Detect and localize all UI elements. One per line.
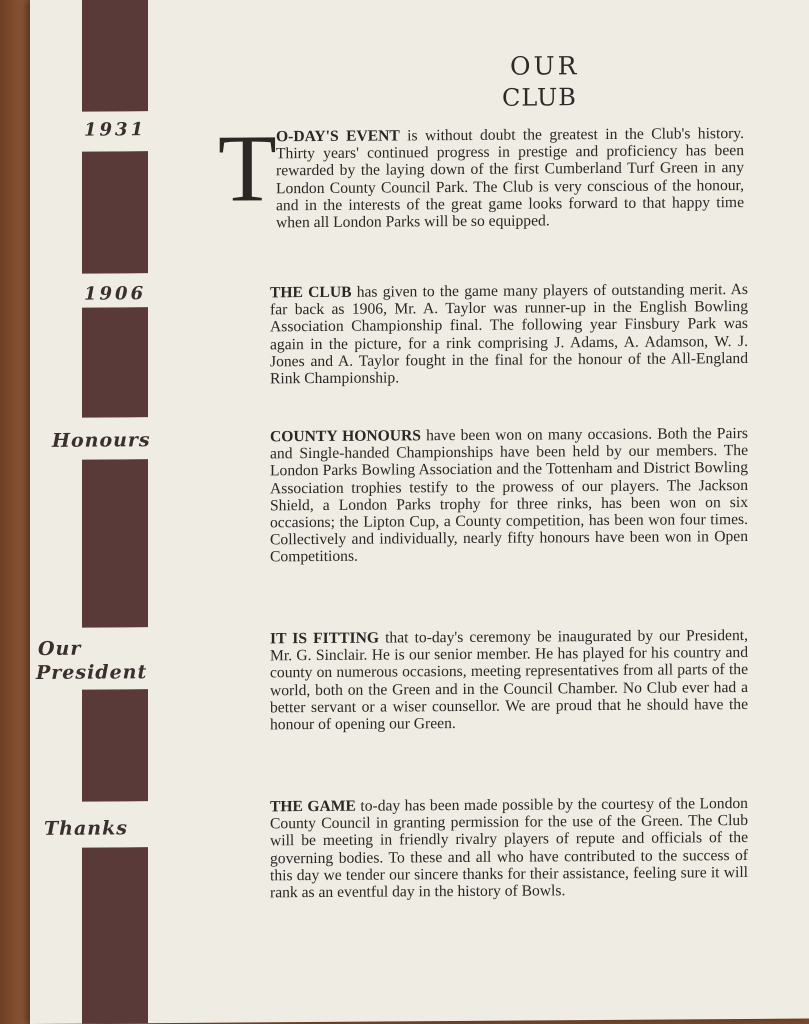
paragraph-5-body: to-day has been made possible by the courtesy of the London County Council in granting permission for the use of the Green. The Club will be meeting in friendly rivalry players of repute and officials of the governing bodies. To these and all who have contributed to the success of this day we tender our sincere thanks for their assistance, feeling sure it will rank as an eventful day in the history of Bowls. [270, 794, 748, 902]
paragraph-4-lead: IT IS FITTING [270, 629, 379, 648]
paragraph-5 [270, 795, 748, 902]
margin-label-thanks: Thanks [44, 817, 128, 840]
paragraph-2-lead: THE CLUB [270, 283, 352, 302]
paragraph-4 [270, 627, 748, 734]
heading-line-2: CLUB [502, 83, 577, 112]
paragraph-3-lead: COUNTY HONOURS [270, 427, 421, 446]
paragraph-2-body: has given to the game many players of outstanding merit. As far back as 1906, Mr. A. Taylor was runner-up in the English Bowling Association Championship final. The following year Finsbury Park was again in the picture, for a rink comprising J. Adams, A. Adamson, W. J. Jones and A. Taylor fought in the final for the honour of the All-England Rink Championship. [270, 280, 748, 388]
drop-cap: T [218, 114, 277, 222]
margin-bar-6 [82, 847, 148, 1023]
paragraph-3-body: have been won on many occasions. Both the Pairs and Single-handed Championships have been held by our members. The London Parks Bowling Association and the Tottenham and District Bowling Association trophies testify to the prowess of our players. The Jackson Shield, a London Parks trophy for three rinks, has been won on six occasions; the Lipton Cup, a County competition, has been won four times. Collectively and individually, nearly fifty honours have been won in Open Competitions. [270, 424, 748, 566]
margin-bar-3 [82, 307, 148, 417]
margin-bar-1 [82, 0, 148, 112]
margin-label-president: President [36, 661, 148, 684]
margin-bar-2 [82, 151, 148, 273]
margin-label-our: Our [38, 637, 82, 660]
paragraph-4-body: that to-day's ceremony be inaugurated by our President, Mr. G. Sinclair. He is our senior member. He has played for his country and county on numerous occasions, meeting representatives from all parts of the world, both on the Green and in the Council Chamber. No Club ever had a better servant or a wiser counsellor. We are proud that he should have the honour of opening our Green. [270, 626, 748, 734]
heading-line-1: OUR [510, 51, 580, 81]
margin-label-1931: 1931 [84, 119, 147, 141]
margin-label-honours: Honours [52, 429, 151, 452]
paragraph-2 [270, 281, 748, 388]
paragraph-1-body: is without doubt the greatest in the Club's history. Thirty years' continued progress in prestige and proficiency has been rewarded by the laying down of the first Cumberland Turf Green in any London County Council Park. The Club is very conscious of the honour, and in the interests of the great game looks forward to that happy time when all London Parks will be so equipped. [276, 125, 744, 232]
document-page [30, 0, 809, 1024]
margin-bar-4 [82, 459, 148, 627]
paragraph-3 [270, 425, 748, 566]
margin-label-1906: 1906 [84, 283, 147, 305]
paragraph-1 [276, 125, 744, 231]
paragraph-5-lead: THE GAME [270, 797, 356, 816]
margin-bar-5 [82, 689, 148, 801]
paragraph-1-lead: O-DAY'S EVENT [276, 127, 400, 146]
